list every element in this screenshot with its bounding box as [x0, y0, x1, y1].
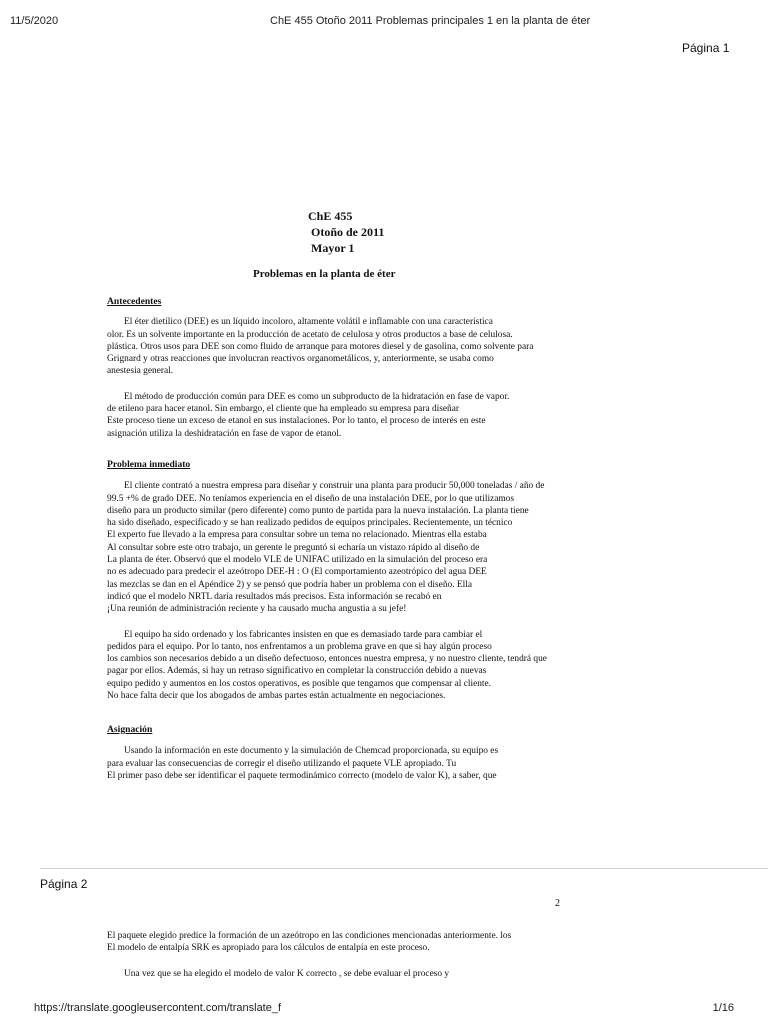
paragraph: [107, 968, 607, 980]
text-line: Grignard y otras reacciones que involucran reactivos organometálicos, y, anteriormente, se usaba como: [107, 354, 494, 365]
page-2-label: Página 2: [40, 877, 88, 891]
text-line: El éter dietílico (DEE) es un líquido incoloro, altamente volátil e inflamable con una característica: [124, 317, 493, 328]
text-line: El primer paso debe ser identificar el paquete termodinámico correcto (modelo de valor K), a saber, que: [107, 770, 497, 781]
text-line: El paquete elegido predice la formación de un azeótropo en las condiciones mencionadas anteriormente. los: [107, 931, 512, 941]
doc-title-block: [308, 208, 384, 256]
paragraph: [107, 480, 592, 615]
paragraph: [107, 391, 592, 440]
print-url: https://translate.googleusercontent.com/translate_f: [34, 1002, 282, 1014]
doc-heading: Problemas en la planta de éter: [253, 268, 396, 280]
page-number: 2: [555, 898, 560, 909]
section-antecedentes: [107, 296, 592, 440]
course-code: ChE 455: [308, 209, 353, 223]
major-number: Mayor 1: [311, 241, 355, 255]
section-problema: [107, 459, 592, 702]
term: Otoño de 2011: [311, 225, 385, 239]
page2-body: [107, 930, 607, 980]
print-date: 11/5/2020: [10, 15, 59, 27]
text-line: El experto fue llevado a la empresa para consultar sobre un tema no relacionado. Mientras ella estaba: [107, 530, 487, 541]
text-line: ¡Una reunión de administración reciente y ha causado mucha angustia a su jefe!: [107, 604, 407, 615]
text-line: La planta de éter. Observó que el modelo VLE de UNIFAC utilizado en la simulación del proceso era: [107, 555, 488, 566]
paragraph: [107, 930, 607, 955]
section-heading: Problema inmediato: [107, 459, 191, 470]
text-line: plástica. Otros usos para DEE son como fluido de arranque para motores diesel y de gasolina, como solvente para: [107, 341, 534, 352]
text-line: Una vez que se ha elegido el modelo de valor K correcto , se debe evaluar el proceso y: [124, 968, 450, 979]
text-line: El cliente contrató a nuestra empresa para diseñar y construir una planta para producir 50,000 toneladas / año de: [124, 481, 545, 492]
text-line: No hace falta decir que los abogados de ambas partes están actualmente en negociaciones.: [107, 691, 446, 702]
text-line: anestesia general.: [107, 366, 174, 377]
page-1-label: Página 1: [682, 41, 730, 55]
text-line: El equipo ha sido ordenado y los fabricantes insisten en que es demasiado tarde para cambiar el: [124, 629, 483, 640]
text-line: ha sido diseñado, especificado y se han realizado pedidos de equipos principales. Recientemente, un técnico: [107, 518, 513, 529]
text-line: las mezclas se dan en el Apéndice 2) y se pensó que podría haber un problema con el diseño. Ella: [107, 579, 472, 590]
text-line: pedidos para el equipo. Por lo tanto, nos enfrentamos a un problema grave en que si hay algún proceso: [107, 641, 492, 652]
text-line: Al consultar sobre este otro trabajo, un gerente le preguntó si echaría un vistazo rápido al diseño de: [107, 542, 480, 553]
text-line: 99.5 +% de grado DEE. No teníamos experiencia en el diseño de una instalación DEE, por lo que utilizamos: [107, 493, 514, 504]
text-line: los cambios son necesarios debido a un diseño defectuoso, entonces nuestra empresa, y no nuestro cliente, tendrá que: [107, 654, 547, 665]
paragraph: [107, 745, 592, 782]
text-line: El método de producción común para DEE es como un subproducto de la hidratación en fase de vapor.: [124, 391, 510, 402]
text-line: Este proceso tiene un exceso de etanol en sus instalaciones. Por lo tanto, el proceso de interés en este: [107, 416, 486, 427]
text-line: de etileno para hacer etanol. Sin embargo, el cliente que ha empleado su empresa para diseñar: [107, 404, 460, 415]
text-line: Usando la información en este documento y la simulación de Chemcad proporcionada, su equipo es: [124, 746, 499, 757]
print-title: ChE 455 Otoño 2011 Problemas principales 1 en la planta de éter: [270, 15, 591, 27]
text-line: indicó que el modelo NRTL daría resultados más precisos. Esta información se recabó en: [107, 591, 442, 602]
text-line: para evaluar las consecuencias de corregir el diseño utilizando el paquete VLE apropiado. Tu: [107, 758, 457, 769]
text-line: asignación utiliza la deshidratación en fase de vapor de etanol.: [107, 428, 342, 439]
section-asignacion: [107, 724, 592, 782]
paragraph: [107, 316, 592, 377]
text-line: diseño para un producto similar (pero diferente) como punto de partida para la nueva instalación. La planta tiene: [107, 505, 529, 516]
text-line: El modelo de entalpía SRK es apropiado para los cálculos de entalpía en este proceso.: [107, 943, 430, 954]
page-separator: [40, 868, 768, 869]
print-page-count: 1/16: [712, 1002, 734, 1014]
section-heading: Asignación: [107, 724, 153, 735]
text-line: olor. Es un solvente importante en la producción de acetato de celulosa y otros productos a base de celulosa.: [107, 329, 513, 340]
text-line: pagar por ellos. Además, si hay un retraso significativo en completar la construcción debido a nuevas: [107, 666, 487, 677]
paragraph: [107, 629, 592, 703]
text-line: equipo pedido y aumentos en los costos operativos, es posible que tengamos que compensar al cliente.: [107, 678, 492, 689]
section-heading: Antecedentes: [107, 296, 162, 307]
text-line: no es adecuado para predecir el azeótropo DEE-H : O (El comportamiento azeotrópico del agua DEE: [107, 567, 487, 578]
